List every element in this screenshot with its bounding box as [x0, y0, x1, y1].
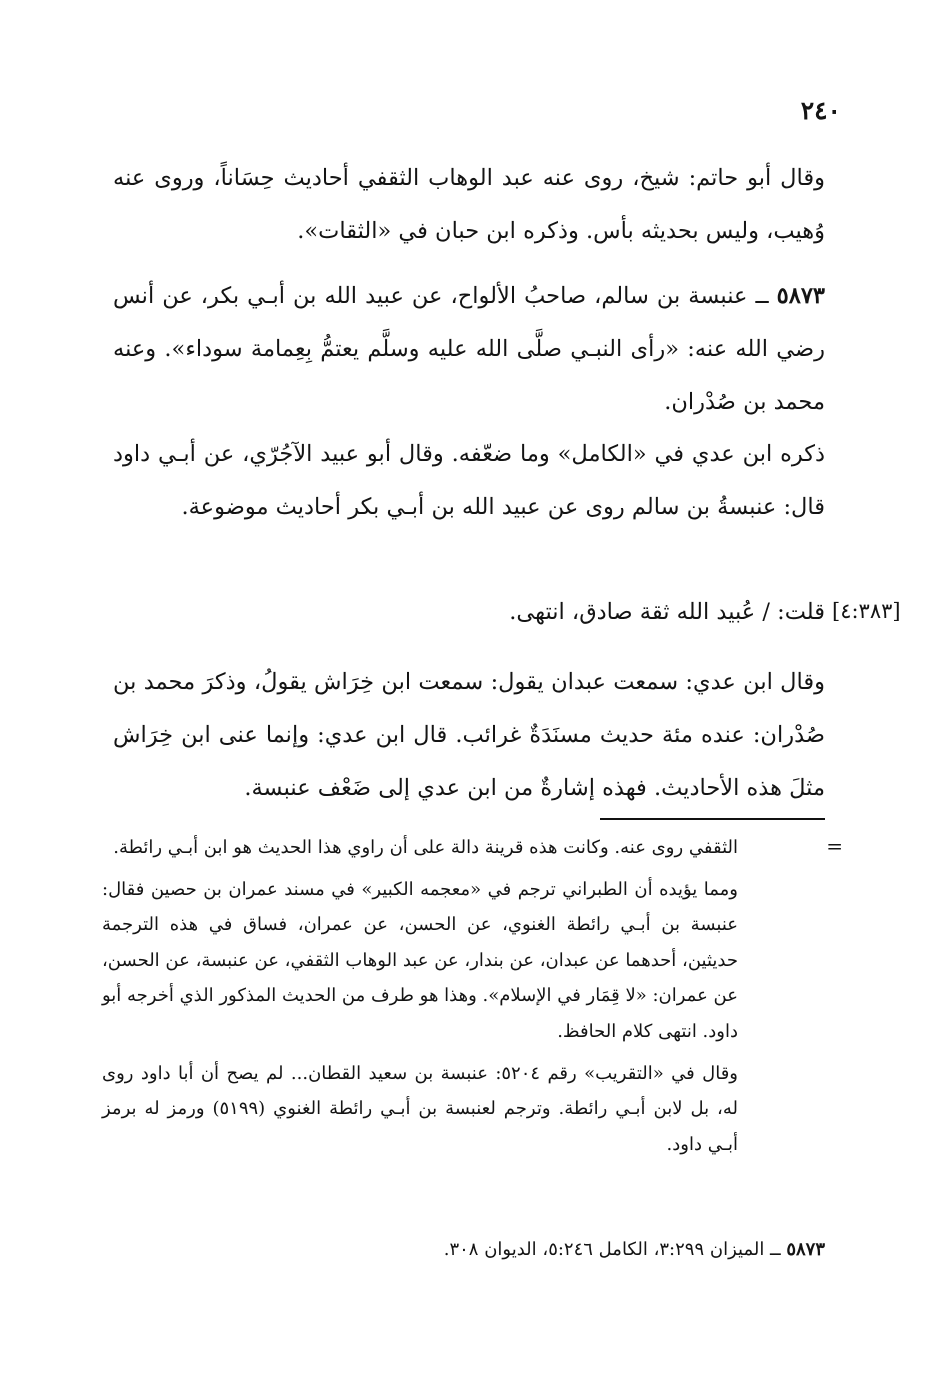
footnote-paragraph: الثقفي روى عنه. وكانت هذه قرينة دالة على أن راوي هذا الحديث هو ابن أبـي رائطة. [113, 837, 738, 858]
body-paragraph-qultu: قلت: / عُبيد الله ثقة صادق، انتهى. [509, 599, 825, 625]
reference-entry-number: ٥٨٧٣ [786, 1239, 825, 1260]
footnote-continuation-mark: = [826, 834, 843, 858]
entry-5873 [113, 270, 825, 429]
entry-number: ٥٨٧٣ [776, 283, 825, 309]
footnote-paragraph: ومما يؤيده أن الطبراني ترجم في «معجمه الكبير» في مسند عمران بن حصين فقال: عنبسة بن أبـي رائطة الغنوي، عن الحسن، عن عمران، فساق في هذه الترجمة حديثين، أحدهما عن عبدان، عن بندار، عن عبد الوهاب الثقفي، عن عنبسة، عن الحسن، عن عمران: «لا قِمَار في الإسلام». وهذا هو طرف من الحديث المذكور الذي أخرجه أبو داود. انتهى كلام الحافظ. [102, 878, 738, 1042]
body-paragraph-abu-hatim: وقال أبو حاتم: شيخ، روى عنه عبد الوهاب الثقفي أحاديث حِسَاناً، وروى عنه وُهيب، وليس بحديثه بأس. وذكره ابن حبان في «الثقات». [113, 165, 825, 244]
body-paragraph-ibn-khirash: وقال ابن عدي: سمعت عبدان يقول: سمعت ابن خِرَاش يقولُ، وذكرَ محمد بن صُدْران: عنده مئة حديث مسنَدَةٌ غرائب. قال ابن عدي: وإنما عنى ابن خِرَاش مثلَ هذه الأحاديث. فهذه إشارةٌ من ابن عدي إلى ضَعْف عنبسة. [113, 669, 825, 801]
margin-reference: [٤:٣٨٣] [832, 599, 901, 623]
reference-text: ــ الميزان ٣:٢٩٩، الكامل ٥:٢٤٦، الديوان ٣٠٨. [443, 1239, 787, 1260]
footnote-paragraph: وقال في «التقريب» رقم ٥٢٠٤: عنبسة بن سعيد القطان... لم يصح أن أبا داود روى له، بل لابن أبـي رائطة. وترجم لعنبسة بن أبـي رائطة الغنوي (٥١٩٩) ورمز له برمز أبـي داود. [102, 1062, 738, 1155]
body-paragraph-ibn-adi-kamil: ذكره ابن عدي في «الكامل» وما ضعّفه. وقال أبو عبيد الآجُرّي، عن أبـي داود قال: عنبسةُ بن سالم روى عن عبيد الله بن أبـي بكر أحاديث موضوعة. [113, 441, 825, 520]
footnote-divider [600, 818, 825, 820]
footnote-references [113, 1232, 825, 1267]
page-number: ٢٤٠ [800, 96, 841, 125]
entry-text: ــ عنبسة بن سالم، صاحبُ الألواح، عن عبيد الله بن أبـي بكر، عن أنس رضي الله عنه: «رأى النبـي صلَّى الله عليه وسلَّم يعتمُّ بِعِمامة سوداء». وعنه محمد بن صُدْران. [113, 283, 825, 415]
footnotes [102, 830, 738, 1162]
